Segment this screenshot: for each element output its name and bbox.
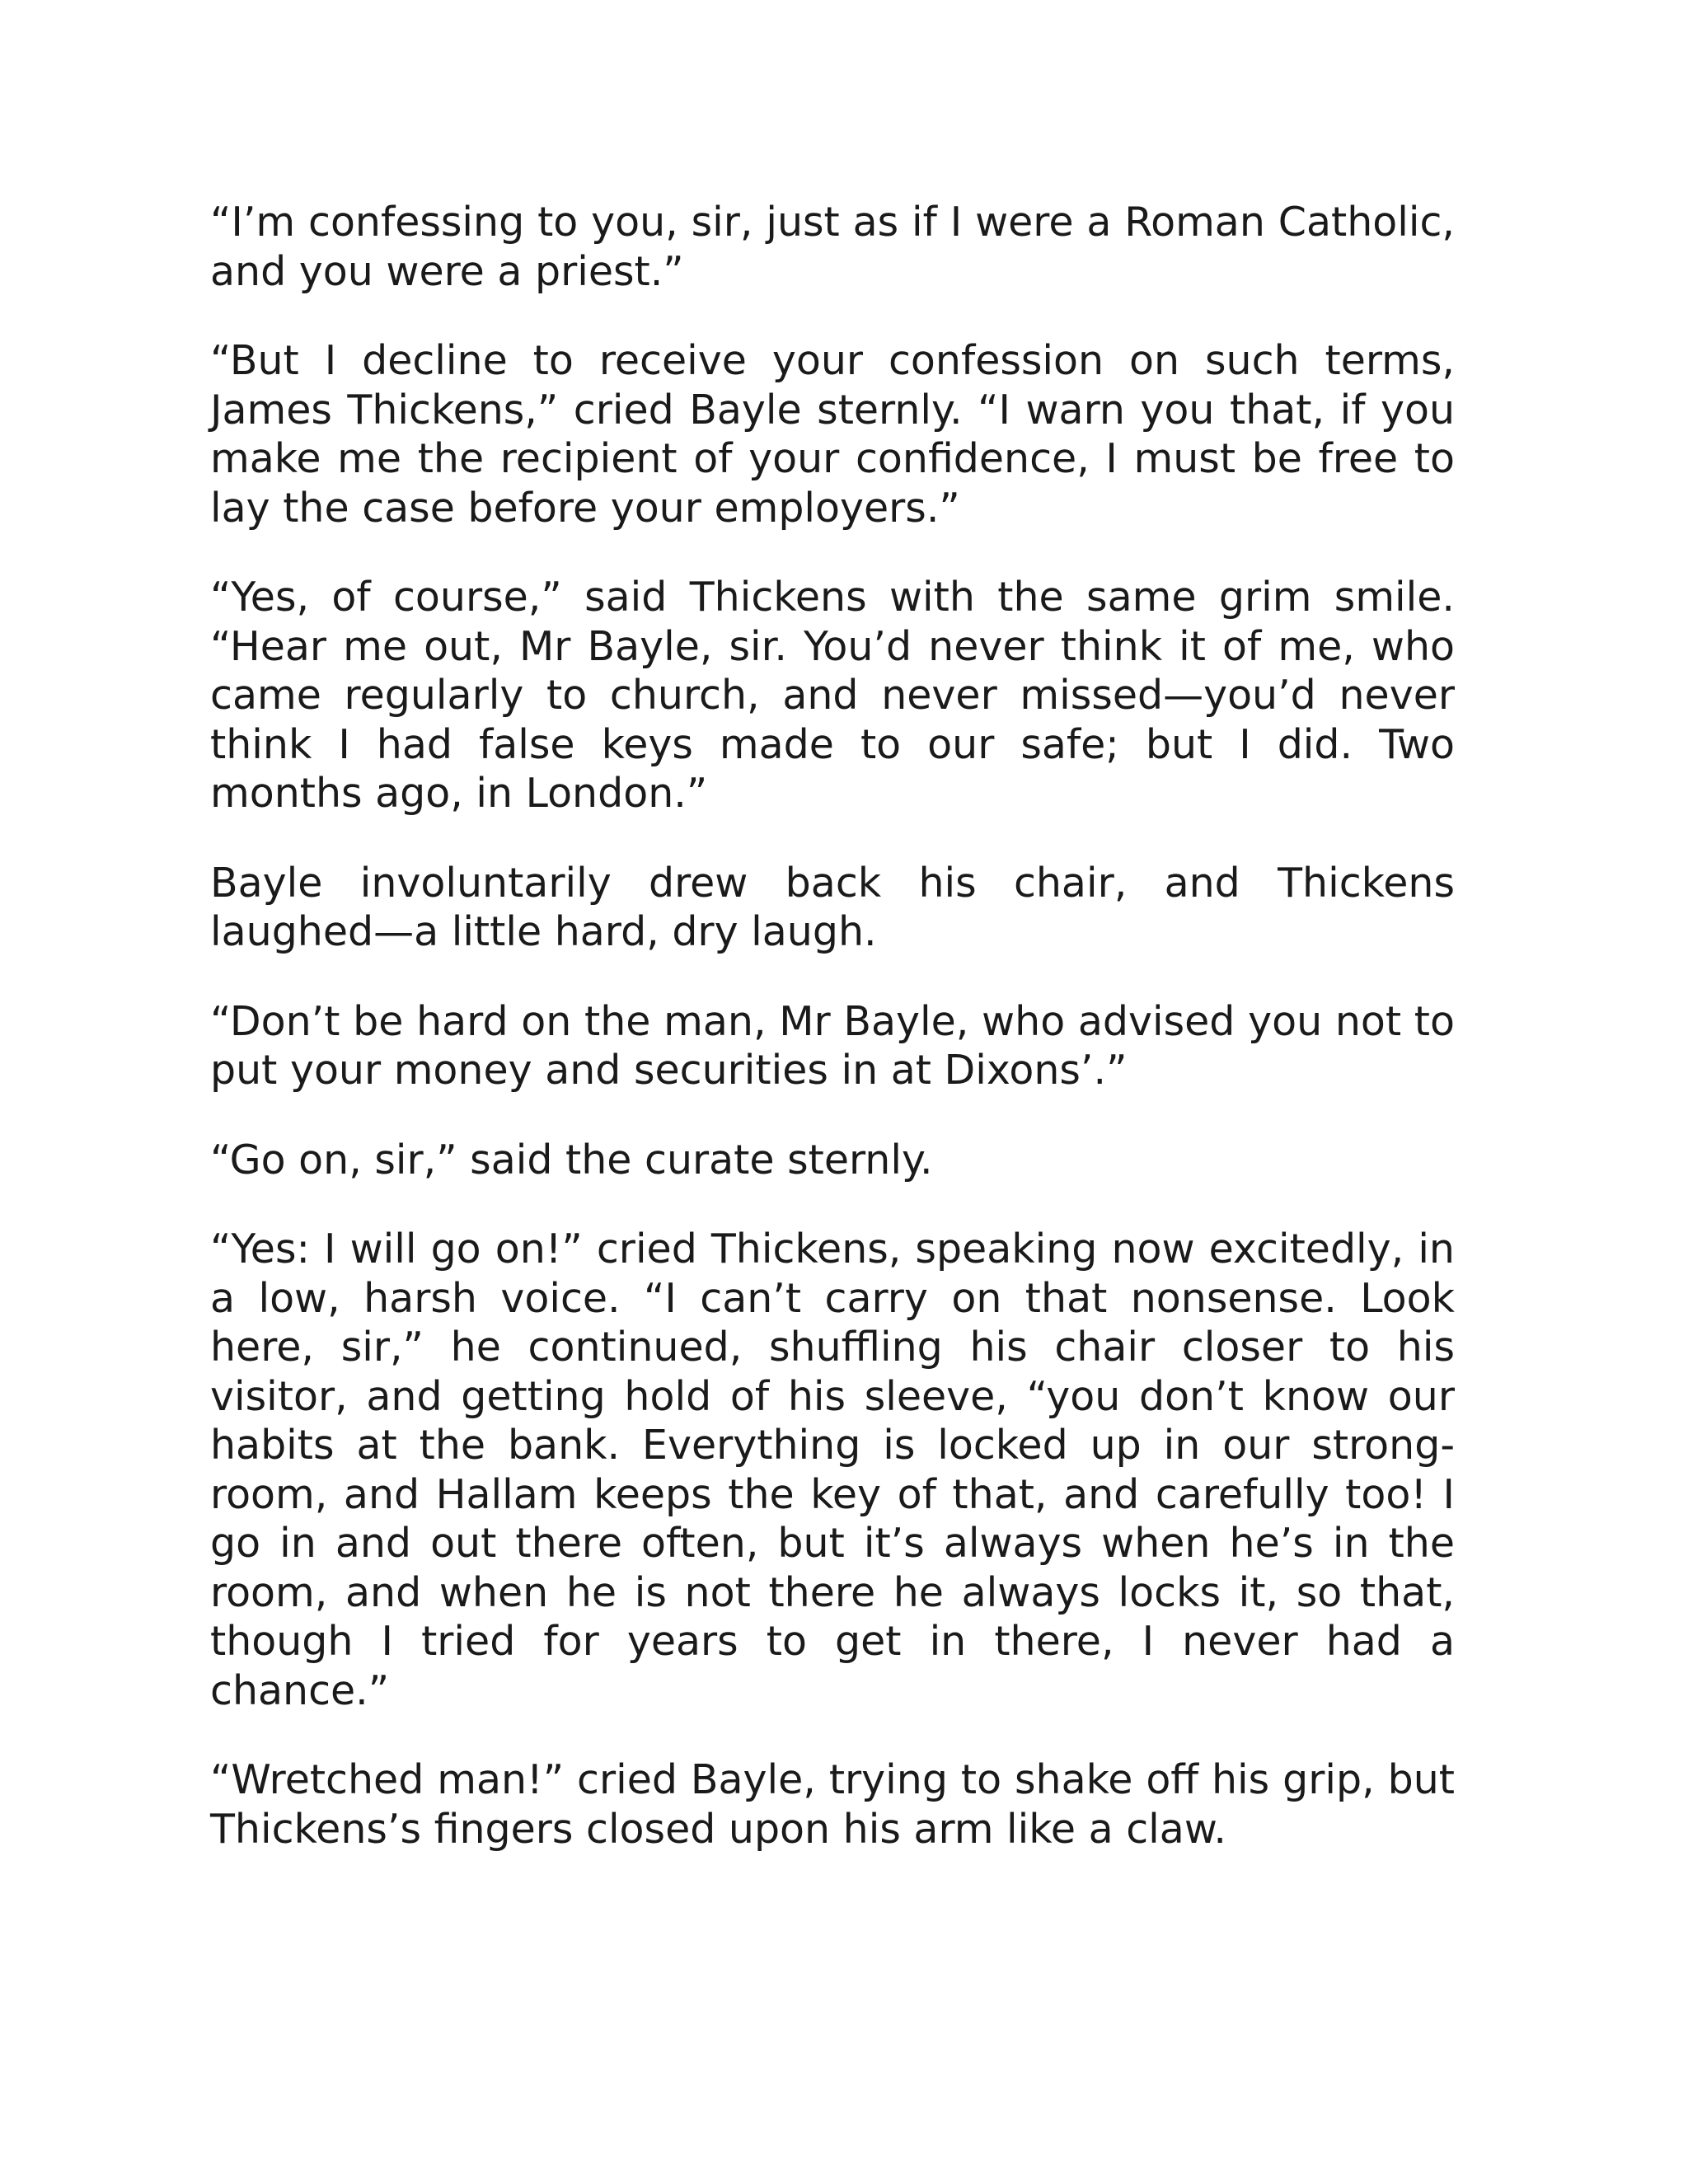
- paragraph-2: “But I decline to receive your confession on such terms, James Thickens,” cried Bayle sternly. “I warn you that, if you make me the recipient of your confidence, I must be free to lay the case before your employers.”: [210, 337, 1455, 532]
- paragraph-7: “Yes: I will go on!” cried Thickens, speaking now excitedly, in a low, harsh voice. “I can’t carry on that nonsense. Look here, sir,” he continued, shuffling his chair closer to his visitor, and getting hold of his sleeve, “you don’t know our habits at the bank. Everything is locked up in our strong-room, and Hallam keeps the key of that, and carefully too! I go in and out there often, but it’s always when he’s in the room, and when he is not there he always locks it, so that, though I tried for years to get in there, I never had a chance.”: [210, 1226, 1455, 1714]
- paragraph-8: “Wretched man!” cried Bayle, trying to shake off his grip, but Thickens’s fingers closed upon his arm like a claw.: [210, 1756, 1455, 1853]
- paragraph-6: “Go on, sir,” said the curate sternly.: [210, 1136, 933, 1183]
- body-text: [210, 198, 1455, 1894]
- paragraph-4: Bayle involuntarily drew back his chair, and Thickens laughed—a little hard, dry laugh.: [210, 859, 1455, 955]
- paragraph-3: “Yes, of course,” said Thickens with the same grim smile. “Hear me out, Mr Bayle, sir. You’d never think it of me, who came regularly to church, and never missed—you’d never think I had false keys made to our safe; but I did. Two months ago, in London.”: [210, 574, 1455, 817]
- paragraph-5: “Don’t be hard on the man, Mr Bayle, who advised you not to put your money and securities in at Dixons’.”: [210, 997, 1455, 1094]
- paragraph-1: “I’m confessing to you, sir, just as if I were a Roman Catholic, and you were a priest.”: [210, 199, 1455, 295]
